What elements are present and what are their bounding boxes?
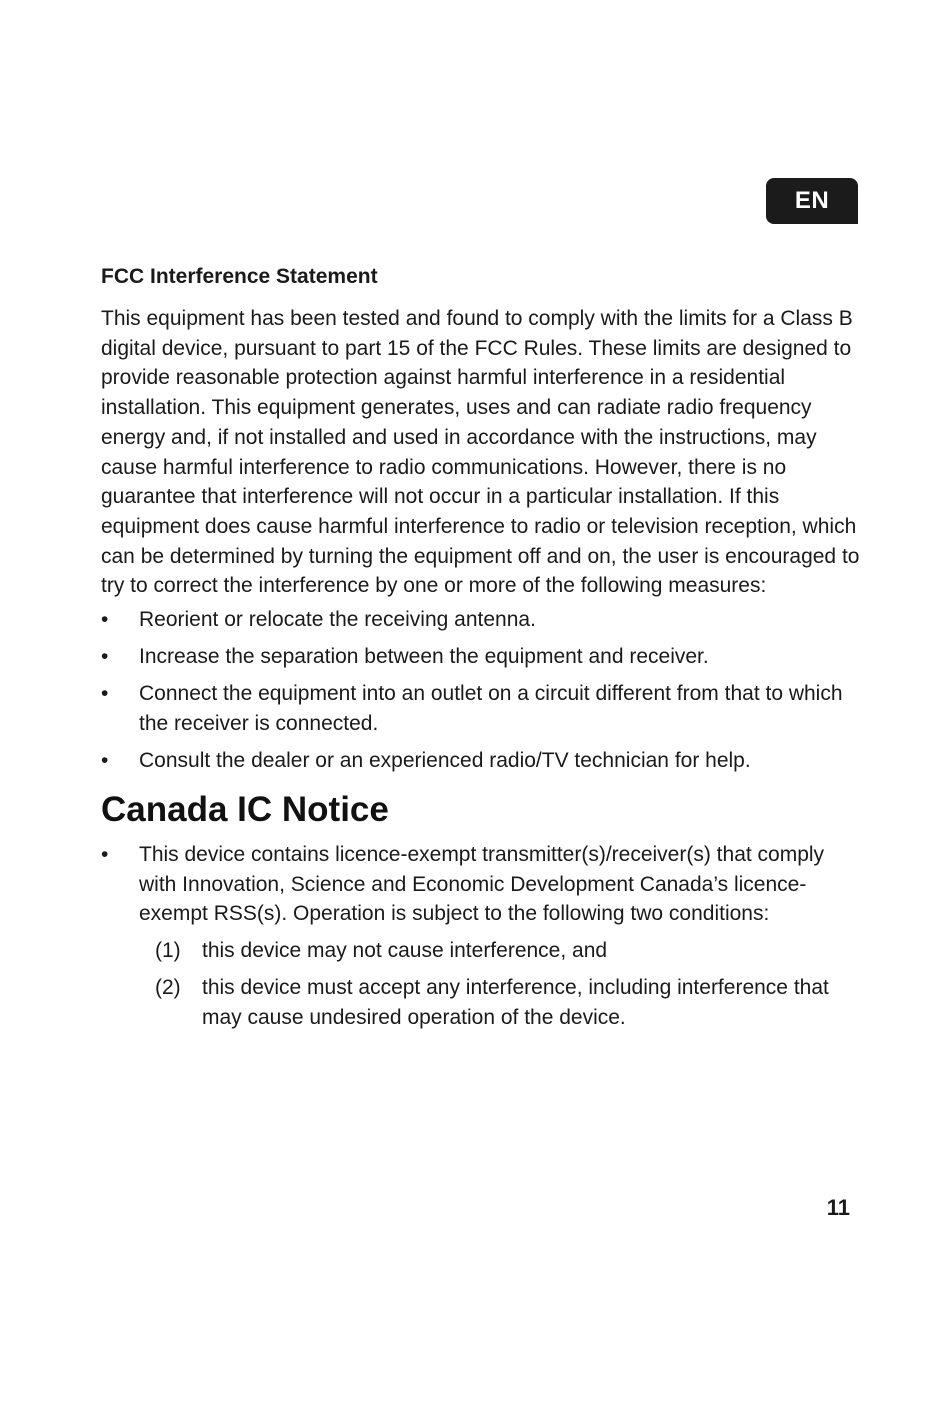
measure-text: Connect the equipment into an outlet on a circuit different from that to which the receiver is connected. (139, 682, 843, 736)
fcc-heading: FCC Interference Statement (101, 265, 378, 288)
measure-text: Increase the separation between the equipment and receiver. (139, 645, 709, 669)
language-badge: EN (766, 178, 858, 224)
fcc-measures-list (101, 605, 861, 776)
bullet-icon: • (101, 645, 109, 669)
conditions-list (139, 936, 861, 1033)
canada-heading: Canada IC Notice (101, 790, 389, 830)
page-content (101, 262, 861, 1040)
condition-text: this device must accept any interference, including interference that may cause undesired operation of the device. (202, 976, 829, 1030)
bullet-icon: • (101, 682, 109, 706)
ic-statement (101, 840, 861, 1033)
bullet-icon: • (101, 749, 109, 773)
page-number: 11 (826, 1195, 850, 1220)
measure-text: Reorient or relocate the receiving antenna. (139, 608, 536, 632)
list-item (101, 679, 861, 738)
condition-text: this device may not cause interference, and (202, 939, 608, 963)
bullet-icon: • (101, 843, 109, 867)
list-item (155, 973, 861, 1032)
list-item (101, 642, 861, 672)
ic-statement-text: This device contains licence-exempt transmitter(s)/receiver(s) that comply with Innovation, Science and Economic Development Canada’s licence-exempt RSS(s). Operation is subject to the following two conditions: (139, 843, 825, 926)
condition-number: (1) (155, 939, 181, 963)
condition-number: (2) (155, 976, 181, 1000)
list-item (101, 605, 861, 635)
bullet-icon: • (101, 608, 109, 632)
list-item (155, 936, 861, 966)
list-item (101, 746, 861, 776)
measure-text: Consult the dealer or an experienced radio/TV technician for help. (139, 749, 751, 773)
fcc-paragraph: This equipment has been tested and found to comply with the limits for a Class B digital device, pursuant to part 15 of the FCC Rules. These limits are designed to provide reasonable protection against harmful interference in a residential installation. This equipment generates, uses and can radiate radio frequency energy and, if not installed and used in accordance with the instructions, may cause harmful interference to radio communications. However, there is no guarantee that interference will not occur in a particular installation. If this equipment does cause harmful interference to radio or television reception, which can be determined by turning the equipment off and on, the user is encouraged to try to correct the interference by one or more of the following measures: (101, 307, 860, 598)
